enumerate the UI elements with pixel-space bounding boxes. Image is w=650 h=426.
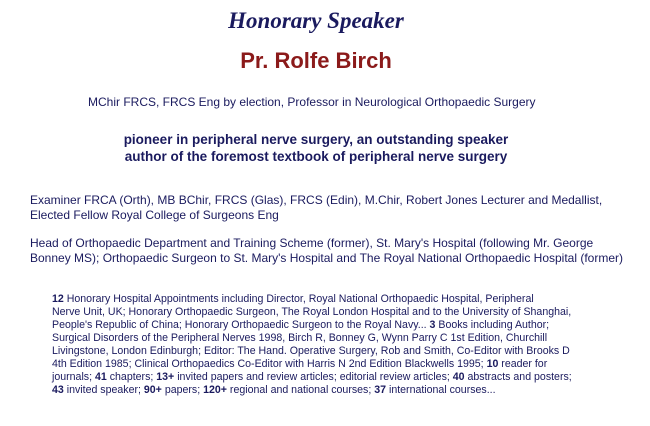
stat-number: 3 bbox=[429, 319, 436, 331]
details-text: chapters; bbox=[106, 371, 157, 383]
details-text: Honorary Hospital Appointments including Director, Royal National Orthopaedic Hospital, Peripheral bbox=[63, 293, 534, 305]
stat-number: 43 bbox=[52, 384, 64, 396]
details-line bbox=[52, 384, 612, 397]
stat-number: 41 bbox=[95, 371, 107, 383]
stat-number: 90+ bbox=[143, 384, 162, 396]
stat-number: 37 bbox=[374, 384, 387, 396]
head-paragraph bbox=[30, 236, 630, 266]
stat-number: 12 bbox=[52, 293, 64, 305]
stat-number: 13+ bbox=[156, 371, 175, 383]
page-title: Honorary Speaker bbox=[228, 8, 404, 33]
details-text: regional and national courses; bbox=[226, 384, 375, 396]
details-paragraph bbox=[52, 293, 612, 397]
details-text: 4th Edition 1985; Clinical Orthopaedics Co-Editor with Harris N 2nd Edition Blackwells 1995; bbox=[52, 358, 487, 370]
details-line bbox=[52, 371, 612, 384]
details-line bbox=[52, 319, 612, 332]
details-text: reader for bbox=[498, 358, 548, 370]
details-text: invited speaker; bbox=[63, 384, 144, 396]
stat-number: 10 bbox=[486, 358, 499, 370]
details-line bbox=[52, 306, 612, 319]
examiner-line-1: Examiner FRCA (Orth), MB BChir, FRCS (Glas), FRCS (Edin), M.Chir, Robert Jones Lecturer and Medallist, bbox=[30, 193, 603, 207]
examiner-paragraph bbox=[30, 193, 630, 223]
details-line bbox=[52, 345, 612, 358]
head-line-2: Bonney MS); Orthopaedic Surgeon to St. Mary's Hospital and The Royal National Orthopaedic Hospital (former) bbox=[30, 251, 624, 265]
details-line bbox=[52, 293, 612, 306]
stat-number: 120+ bbox=[203, 384, 227, 396]
details-text: abstracts and posters; bbox=[464, 371, 572, 383]
details-text: journals; bbox=[52, 371, 95, 383]
details-text: papers; bbox=[161, 384, 204, 396]
examiner-line-2: Elected Fellow Royal College of Surgeons Eng bbox=[30, 208, 279, 222]
head-line-1: Head of Orthopaedic Department and Training Scheme (former), St. Mary's Hospital (following Mr. George bbox=[30, 236, 594, 250]
stat-number: 40 bbox=[452, 371, 465, 383]
tagline-line-2: author of the foremost textbook of peripheral nerve surgery bbox=[124, 149, 508, 164]
details-text: Surgical Disorders of the Peripheral Nerves 1998, Birch R, Bonney G, Wynn Parry C 1st Edition, Churchill bbox=[52, 332, 548, 344]
details-text: Livingstone, London Edinburgh; Editor: The Hand. Operative Surgery, Rob and Smith, Co-Editor with Brooks D bbox=[52, 345, 570, 357]
tagline-line-1: pioneer in peripheral nerve surgery, an outstanding speaker bbox=[123, 132, 509, 147]
details-line bbox=[52, 358, 612, 371]
details-text: international courses... bbox=[386, 384, 496, 396]
details-text: invited papers and review articles; editorial review articles; bbox=[174, 371, 453, 383]
details-line bbox=[52, 332, 612, 345]
details-text: People's Republic of China; Honorary Orthopaedic Surgeon to the Royal Navy... bbox=[52, 319, 430, 331]
speaker-tagline bbox=[0, 131, 632, 165]
details-text: Books including Author; bbox=[435, 319, 550, 331]
details-text: Nerve Unit, UK; Honorary Orthopaedic Surgeon, The Royal London Hospital and to the University of Shanghai, bbox=[52, 306, 572, 318]
speaker-credentials: MChir FRCS, FRCS Eng by election, Professor in Neurological Orthopaedic Surgery bbox=[88, 95, 536, 109]
speaker-name: Pr. Rolfe Birch bbox=[240, 48, 392, 73]
